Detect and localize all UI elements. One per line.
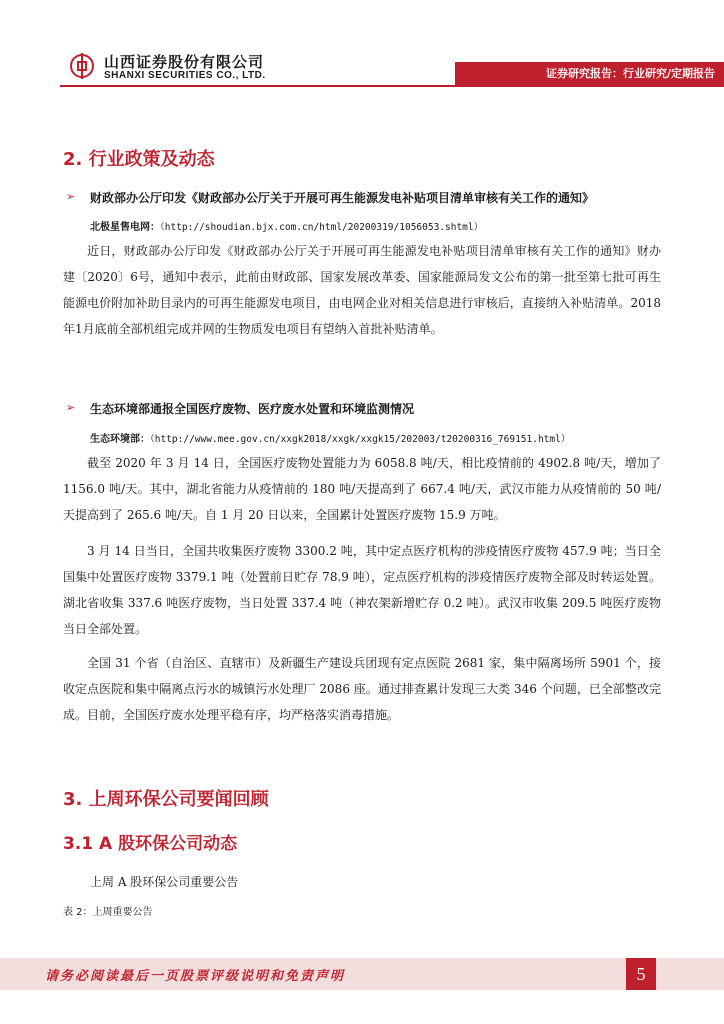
source-label: 生态环境部： xyxy=(90,434,150,445)
bullet-icon: ➢ xyxy=(66,190,76,203)
page-number: 5 xyxy=(626,958,656,990)
company-logo-icon xyxy=(70,54,94,78)
source-url[interactable]: （http://www.mee.gov.cn/xxgk2018/xxgk/xxgk15/202003/t20200316_769151.html） xyxy=(150,434,571,445)
table-caption: 表 2：上周重要公告 xyxy=(63,907,153,918)
news-paragraph-2b: 3 月 14 日当日，全国共收集医疗废物 3300.2 吨，其中定点医疗机构的涉疫情医疗废物 457.9 吨；当日全国集中处置医疗废物 3379.1 吨（处置前日贮存 78.9 吨），定点医疗机构的涉疫情医疗废物全部及时转运处置。湖北省收集 337.6 吨医疗废物，当日处置 337.4 吨（神农架新增贮存 0.2 吨）。武汉市收集 209.5 吨医疗废物当日全部处置。 xyxy=(63,544,661,636)
source-url[interactable]: （http://shoudian.bjx.com.cn/html/20200319/1056053.shtml） xyxy=(160,222,484,233)
section-3-heading: 3. 上周环保公司要闻回顾 xyxy=(63,789,269,810)
company-name-cn: 山西证券股份有限公司 xyxy=(104,53,265,71)
report-type: 证券研究报告：行业研究/定期报告 xyxy=(545,67,715,80)
section-3-1-heading: 3.1 A 股环保公司动态 xyxy=(63,834,238,854)
header-divider xyxy=(60,85,724,87)
bullet-icon: ➢ xyxy=(66,401,76,414)
news-source-2 xyxy=(90,430,570,445)
news-title-1: 财政部办公厅印发《财政部办公厅关于开展可再生能源发电补贴项目清单审核有关工作的通知》 xyxy=(90,191,595,205)
source-label: 北极星售电网： xyxy=(90,222,160,233)
news-paragraph-1: 近日，财政部办公厅印发《财政部办公厅关于开展可再生能源发电补贴项目清单审核有关工作的通知》财办建〔2020〕6号，通知中表示，此前由财政部、国家发展改革委、国家能源局发文公布的第一批至第七批可再生能源电价附加补助目录内的可再生能源发电项目，由电网企业对相关信息进行审核后，直接纳入补贴清单。2018年1月底前全部机组完成并网的生物质发电项目有望纳入首批补贴清单。 xyxy=(63,244,661,336)
footer-disclaimer: 请务必阅读最后一页股票评级说明和免责声明 xyxy=(45,969,346,984)
section-2-heading: 2. 行业政策及动态 xyxy=(63,149,215,170)
news-title-2: 生态环境部通报全国医疗废物、医疗废水处置和环境监测情况 xyxy=(90,402,415,416)
news-paragraph-2a: 截至 2020 年 3 月 14 日，全国医疗废物处置能力为 6058.8 吨/天，相比疫情前的 4902.8 吨/天，增加了 1156.0 吨/天。其中，湖北省能力从疫情前的 180 吨/天提高到了 667.4 吨/天，武汉市能力从疫情前的 50 吨/天提高到了 265.6 吨/天。自 1 月 20 日以来，全国累计处置医疗废物 15.9 万吨。 xyxy=(63,456,661,522)
news-source-1 xyxy=(90,218,483,233)
news-paragraph-2c: 全国 31 个省（自治区、直辖市）及新疆生产建设兵团现有定点医院 2681 家，集中隔离场所 5901 个，接收定点医院和集中隔离点污水的城镇污水处理厂 2086 座。通过排查累计发现三大类 346 个问题，已全部整改完成。目前，全国医疗废水处理平稳有序，均严格落实消毒措施。 xyxy=(63,656,661,722)
company-name-en: SHANXI SECURITIES CO., LTD. xyxy=(104,70,266,81)
section-intro: 上周 A 股环保公司重要公告 xyxy=(90,875,239,889)
